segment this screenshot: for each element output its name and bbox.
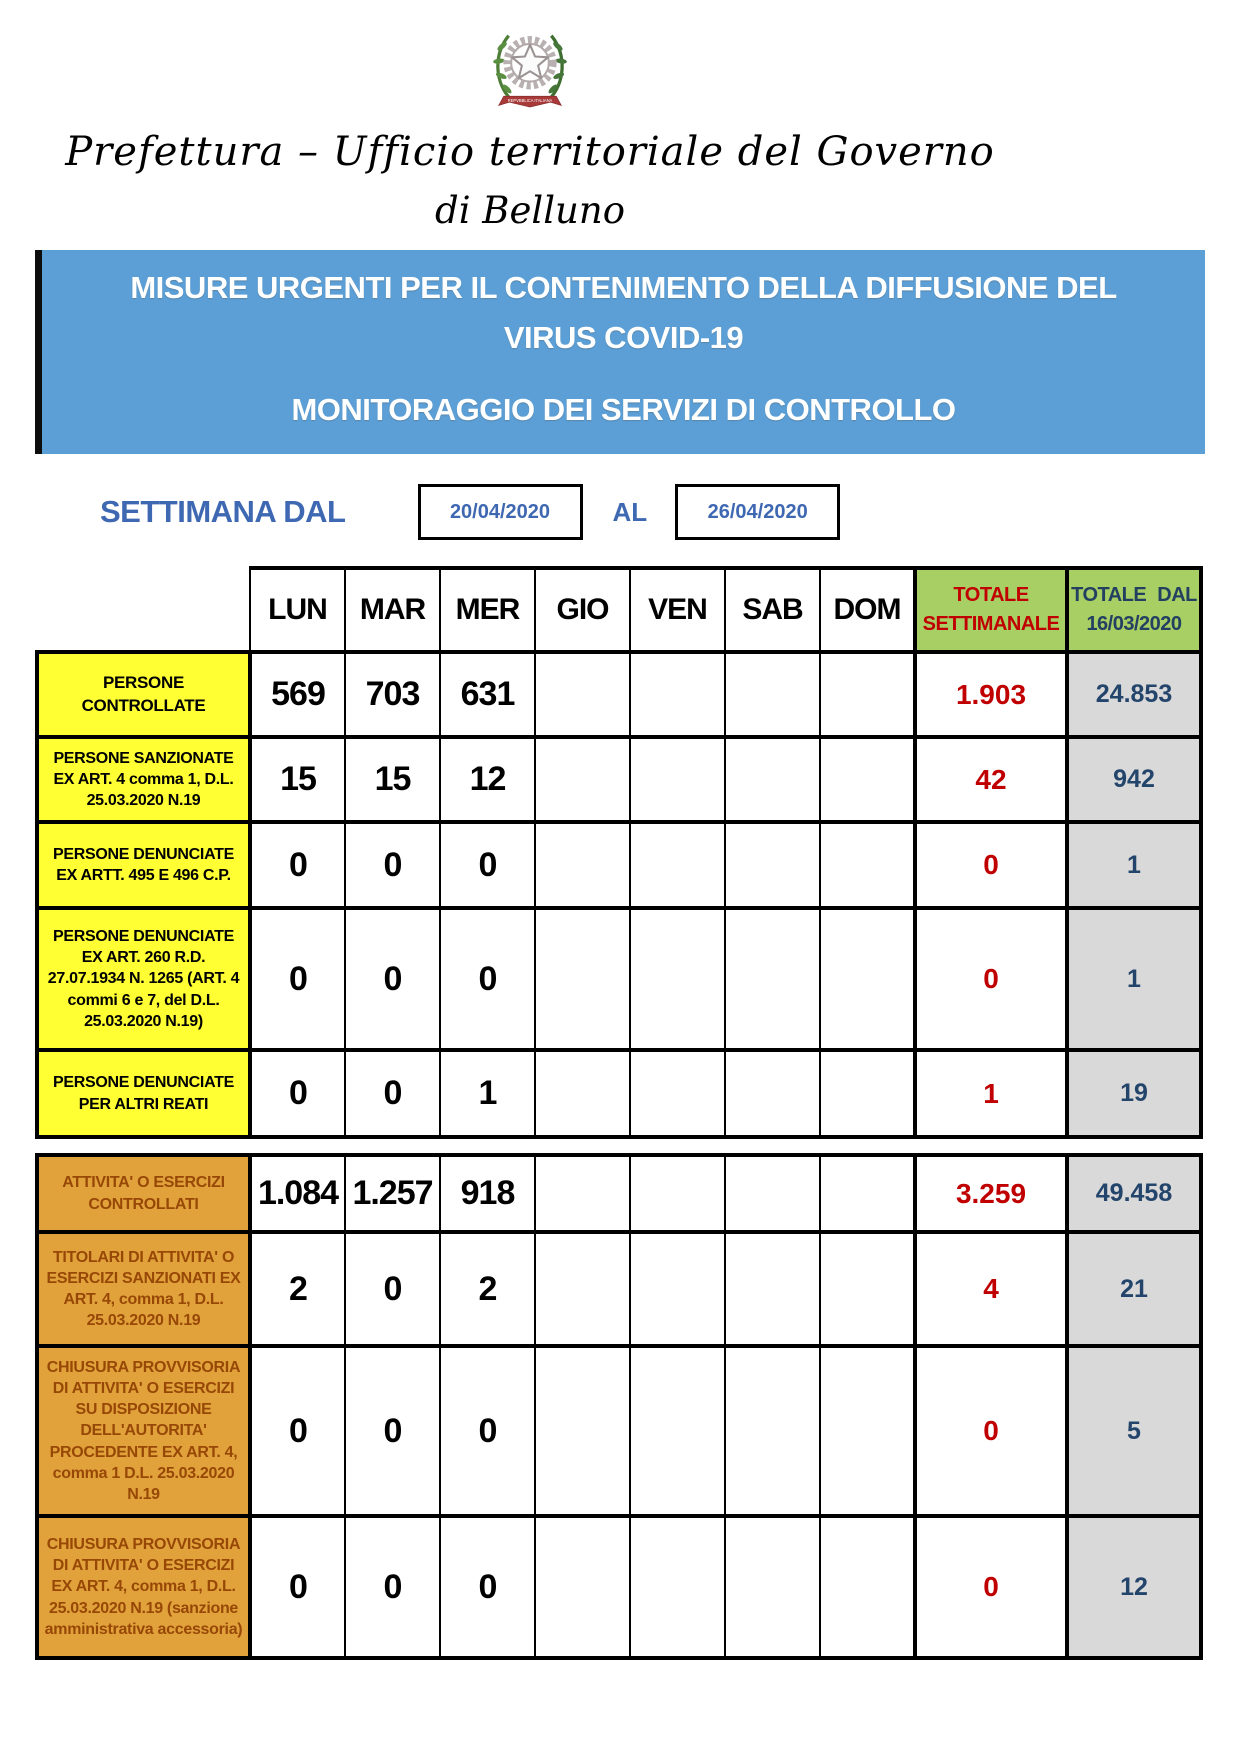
row-label: ATTIVITA' O ESERCIZI CONTROLLATI bbox=[37, 1155, 250, 1232]
cell-lun: 569 bbox=[250, 652, 345, 737]
row-label: PERSONE SANZIONATE EX ART. 4 comma 1, D.L. 25.03.2020 N.19 bbox=[37, 737, 250, 822]
row-label: PERSONE DENUNCIATE EX ARTT. 495 E 496 C.P. bbox=[37, 822, 250, 908]
banner-line1: MISURE URGENTI PER IL CONTENIMENTO DELLA DIFFUSIONE DEL bbox=[130, 270, 1117, 305]
cell-dom bbox=[820, 908, 915, 1050]
cell-lun: 0 bbox=[250, 1346, 345, 1516]
cell-mar: 0 bbox=[345, 1516, 440, 1658]
cell-mar: 703 bbox=[345, 652, 440, 737]
cell-week-total: 3.259 bbox=[915, 1155, 1067, 1232]
monitoring-table-persone bbox=[35, 566, 1240, 1139]
cell-lun: 2 bbox=[250, 1232, 345, 1346]
table-row bbox=[37, 1346, 1201, 1516]
cell-mer: 0 bbox=[440, 1346, 535, 1516]
table-row bbox=[37, 1516, 1201, 1658]
cell-week-total: 0 bbox=[915, 822, 1067, 908]
cell-sab bbox=[725, 652, 820, 737]
svg-text:REPVBBLICA ITALIANA: REPVBBLICA ITALIANA bbox=[507, 98, 553, 104]
cell-dom bbox=[820, 1232, 915, 1346]
cell-sab bbox=[725, 1516, 820, 1658]
col-header-sab: SAB bbox=[725, 568, 820, 652]
cell-mer: 1 bbox=[440, 1050, 535, 1137]
cell-lun: 15 bbox=[250, 737, 345, 822]
cell-sab bbox=[725, 908, 820, 1050]
cell-ven bbox=[630, 1346, 725, 1516]
cell-gio bbox=[535, 1346, 630, 1516]
cell-total-since: 1 bbox=[1067, 908, 1201, 1050]
cell-ven bbox=[630, 822, 725, 908]
cell-ven bbox=[630, 908, 725, 1050]
cell-lun: 1.084 bbox=[250, 1155, 345, 1232]
row-label: CHIUSURA PROVVISORIA DI ATTIVITA' O ESERCIZI EX ART. 4, comma 1, D.L. 25.03.2020 N.19 (sanzione amministrativa accessoria) bbox=[37, 1516, 250, 1658]
header-corner bbox=[37, 568, 250, 652]
table-row bbox=[37, 1155, 1201, 1232]
cell-mar: 0 bbox=[345, 1050, 440, 1137]
cell-week-total: 0 bbox=[915, 1516, 1067, 1658]
cell-sab bbox=[725, 1346, 820, 1516]
cell-sab bbox=[725, 822, 820, 908]
table-row bbox=[37, 737, 1201, 822]
cell-sab bbox=[725, 1155, 820, 1232]
cell-week-total: 1 bbox=[915, 1050, 1067, 1137]
cell-mer: 0 bbox=[440, 908, 535, 1050]
cell-total-since: 24.853 bbox=[1067, 652, 1201, 737]
row-label: CHIUSURA PROVVISORIA DI ATTIVITA' O ESERCIZI SU DISPOSIZIONE DELL'AUTORITA' PROCEDENTE EX ART. 4, comma 1 D.L. 25.03.2020 N.19 bbox=[37, 1346, 250, 1516]
week-connector: AL bbox=[612, 496, 648, 527]
table-row bbox=[37, 908, 1201, 1050]
cell-sab bbox=[725, 1050, 820, 1137]
cell-ven bbox=[630, 737, 725, 822]
cell-dom bbox=[820, 1516, 915, 1658]
col-header-ven: VEN bbox=[630, 568, 725, 652]
cell-mer: 0 bbox=[440, 822, 535, 908]
cell-mer: 918 bbox=[440, 1155, 535, 1232]
header-row bbox=[37, 568, 1201, 652]
cell-mer: 12 bbox=[440, 737, 535, 822]
cell-mar: 1.257 bbox=[345, 1155, 440, 1232]
cell-mer: 2 bbox=[440, 1232, 535, 1346]
cell-sab bbox=[725, 737, 820, 822]
cell-mar: 0 bbox=[345, 822, 440, 908]
prefettura-title: Prefettura – Ufficio territoriale del Governo bbox=[65, 129, 995, 175]
banner bbox=[35, 250, 1205, 454]
cell-sab bbox=[725, 1232, 820, 1346]
row-label: PERSONE DENUNCIATE PER ALTRI REATI bbox=[37, 1050, 250, 1137]
date-from-box: 20/04/2020 bbox=[418, 484, 583, 540]
row-label: PERSONE DENUNCIATE EX ART. 260 R.D. 27.07.1934 N. 1265 (ART. 4 commi 6 e 7, del D.L. 25.03.2020 N.19) bbox=[37, 908, 250, 1050]
cell-mer: 631 bbox=[440, 652, 535, 737]
cell-ven bbox=[630, 1232, 725, 1346]
cell-gio bbox=[535, 908, 630, 1050]
cell-total-since: 21 bbox=[1067, 1232, 1201, 1346]
cell-lun: 0 bbox=[250, 1516, 345, 1658]
italian-republic-emblem-icon bbox=[489, 20, 571, 112]
cell-total-since: 942 bbox=[1067, 737, 1201, 822]
cell-total-since: 1 bbox=[1067, 822, 1201, 908]
cell-dom bbox=[820, 822, 915, 908]
row-label: PERSONE CONTROLLATE bbox=[37, 652, 250, 737]
cell-gio bbox=[535, 1050, 630, 1137]
cell-week-total: 0 bbox=[915, 1346, 1067, 1516]
cell-dom bbox=[820, 1050, 915, 1137]
cell-mar: 15 bbox=[345, 737, 440, 822]
table-row bbox=[37, 652, 1201, 737]
col-header-week-total: TOTALE SETTIMANALE bbox=[915, 568, 1067, 652]
cell-total-since: 19 bbox=[1067, 1050, 1201, 1137]
monitoring-table-attivita bbox=[35, 1153, 1240, 1660]
cell-dom bbox=[820, 1346, 915, 1516]
cell-gio bbox=[535, 1155, 630, 1232]
col-header-mer: MER bbox=[440, 568, 535, 652]
table-row bbox=[37, 822, 1201, 908]
cell-lun: 0 bbox=[250, 822, 345, 908]
cell-total-since: 49.458 bbox=[1067, 1155, 1201, 1232]
cell-ven bbox=[630, 1155, 725, 1232]
row-label: TITOLARI DI ATTIVITA' O ESERCIZI SANZIONATI EX ART. 4, comma 1, D.L. 25.03.2020 N.19 bbox=[37, 1232, 250, 1346]
week-selector bbox=[100, 484, 1240, 540]
col-header-mar: MAR bbox=[345, 568, 440, 652]
cell-week-total: 1.903 bbox=[915, 652, 1067, 737]
cell-week-total: 42 bbox=[915, 737, 1067, 822]
cell-gio bbox=[535, 1516, 630, 1658]
col-header-dom: DOM bbox=[820, 568, 915, 652]
cell-mar: 0 bbox=[345, 1232, 440, 1346]
cell-lun: 0 bbox=[250, 1050, 345, 1137]
cell-mer: 0 bbox=[440, 1516, 535, 1658]
date-to-box: 26/04/2020 bbox=[675, 484, 840, 540]
cell-gio bbox=[535, 1232, 630, 1346]
cell-ven bbox=[630, 652, 725, 737]
banner-line3: MONITORAGGIO DEI SERVIZI DI CONTROLLO bbox=[291, 392, 956, 427]
cell-week-total: 4 bbox=[915, 1232, 1067, 1346]
table-row bbox=[37, 1050, 1201, 1137]
banner-line2: VIRUS COVID-19 bbox=[503, 320, 744, 355]
cell-lun: 0 bbox=[250, 908, 345, 1050]
cell-ven bbox=[630, 1516, 725, 1658]
col-header-gio: GIO bbox=[535, 568, 630, 652]
cell-total-since: 12 bbox=[1067, 1516, 1201, 1658]
prefettura-city: di Belluno bbox=[435, 189, 625, 232]
col-header-total-since: TOTALE DAL 16/03/2020 bbox=[1067, 568, 1201, 652]
cell-mar: 0 bbox=[345, 1346, 440, 1516]
col-header-lun: LUN bbox=[250, 568, 345, 652]
cell-mar: 0 bbox=[345, 908, 440, 1050]
cell-gio bbox=[535, 822, 630, 908]
table-row bbox=[37, 1232, 1201, 1346]
cell-ven bbox=[630, 1050, 725, 1137]
cell-week-total: 0 bbox=[915, 908, 1067, 1050]
cell-gio bbox=[535, 737, 630, 822]
week-label: SETTIMANA DAL bbox=[100, 494, 346, 529]
cell-gio bbox=[535, 652, 630, 737]
letterhead bbox=[0, 0, 1060, 232]
cell-dom bbox=[820, 737, 915, 822]
cell-total-since: 5 bbox=[1067, 1346, 1201, 1516]
cell-dom bbox=[820, 1155, 915, 1232]
cell-dom bbox=[820, 652, 915, 737]
